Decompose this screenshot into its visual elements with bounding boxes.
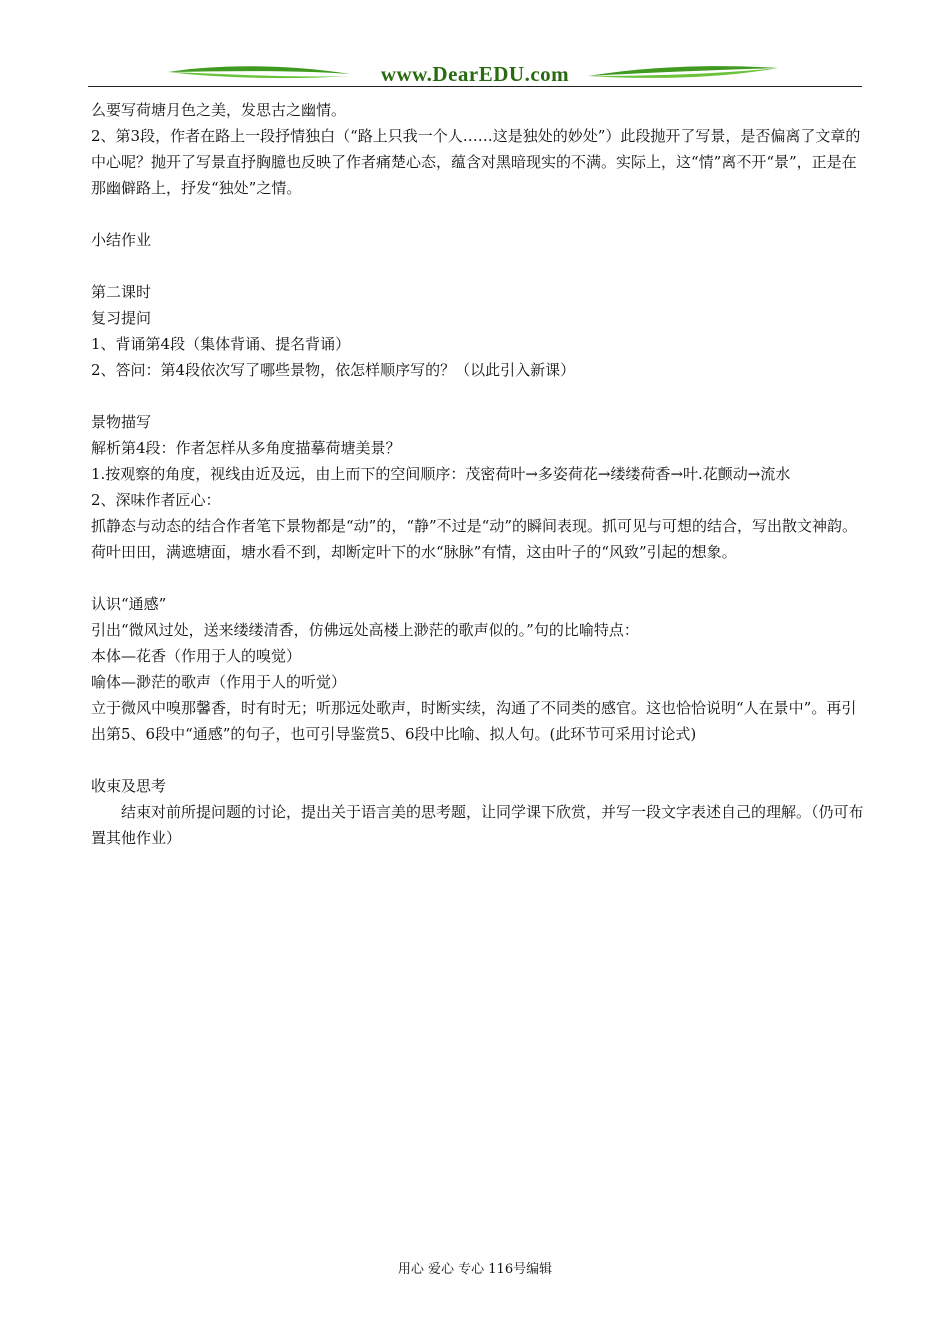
section-heading: 第二课时 — [91, 283, 152, 301]
blank-line — [91, 201, 865, 227]
section-heading: 认识“通感” — [91, 595, 167, 613]
paragraph: 1、背诵第4段（集体背诵、提名背诵） — [91, 335, 351, 353]
blank-line — [91, 253, 865, 279]
site-logo-text[interactable]: www.DearEDU.com — [380, 62, 570, 86]
paragraph: 2、答问：第4段依次写了哪些景物，依怎样顺序写的？（以此引入新课） — [91, 361, 576, 379]
document-body — [91, 97, 865, 851]
blank-line — [91, 383, 865, 409]
header-rule — [88, 86, 862, 87]
blank-line — [91, 565, 865, 591]
section-heading: 小结作业 — [91, 231, 152, 249]
section-heading: 收束及思考 — [91, 777, 167, 795]
section-heading: 复习提问 — [91, 309, 152, 327]
paragraph: 喻体—渺茫的歌声（作用于人的听觉） — [91, 673, 347, 691]
paragraph: 解析第4段：作者怎样从多角度描摹荷塘美景？ — [91, 439, 401, 457]
paragraph: 2、第3段，作者在路上一段抒情独白（“路上只我一个人……这是独处的妙处”）此段抛开了写景，是否偏离了文章的中心呢？抛开了写景直抒胸臆也反映了作者痛楚心态，蕴含对黑暗现实的不满。实际上，这“情”离不开“景”，正是在那幽僻路上，抒发“独处”之情。 — [91, 127, 861, 197]
section-heading: 景物描写 — [91, 413, 152, 431]
paragraph: 结束对前所提问题的讨论，提出关于语言美的思考题，让同学课下欣赏，并写一段文字表述自己的理解。（仍可布置其他作业） — [91, 803, 864, 847]
paragraph: 抓静态与动态的结合作者笔下景物都是“动”的，“静”不过是“动”的瞬间表现。抓可见与可想的结合，写出散文神韵。荷叶田田，满遮塘面，塘水看不到，却断定叶下的水“脉脉”有情，这由叶子的“风致”引起的想象。 — [91, 517, 858, 561]
paragraph: 引出“微风过处，送来缕缕清香，仿佛远处高楼上渺茫的歌声似的。”句的比喻特点： — [91, 621, 639, 639]
page-footer: 用心 爱心 专心 116号编辑 — [397, 1262, 553, 1277]
paragraph: 么要写荷塘月色之美，发思古之幽情。 — [91, 101, 347, 119]
blank-line — [91, 747, 865, 773]
paragraph: 立于微风中嗅那馨香，时有时无；听那远处歌声，时断实续，沟通了不同类的感官。这也恰恰说明“人在景中”。再引出第5、6段中“通感”的句子，也可引导鉴赏5、6段中比喻、拟人句。(此环节可采用讨论式) — [91, 699, 857, 743]
paragraph: 1.按观察的角度，视线由近及远，由上而下的空间顺序：茂密荷叶→多姿荷花→缕缕荷香→叶.花颤动→流水 — [91, 465, 791, 483]
paragraph: 本体—花香（作用于人的嗅觉） — [91, 647, 302, 665]
paragraph: 2、深味作者匠心： — [91, 491, 221, 509]
page-header — [88, 58, 862, 92]
